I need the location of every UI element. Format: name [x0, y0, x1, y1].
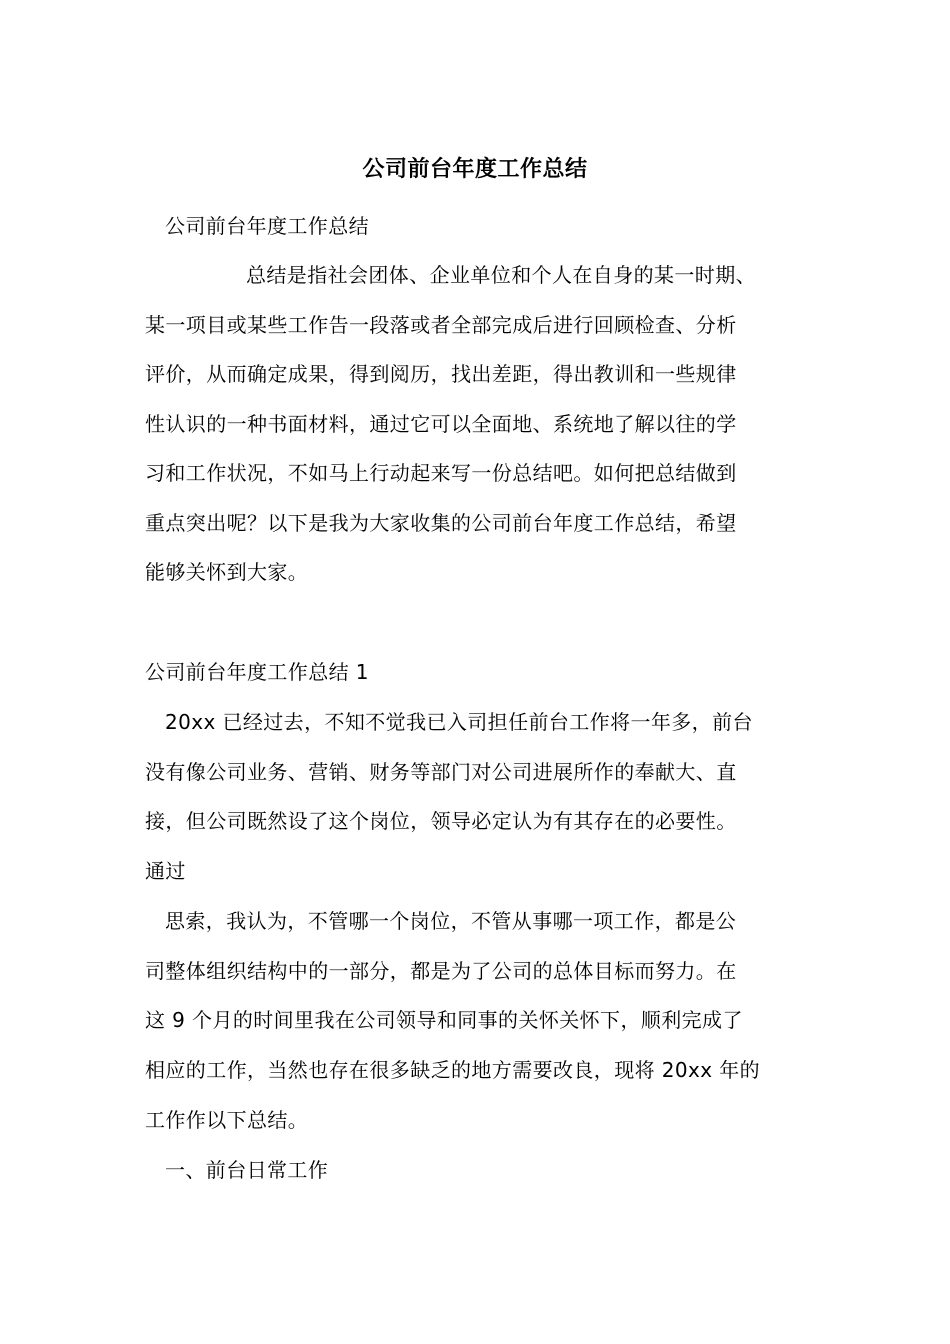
document-subtitle: 公司前台年度工作总结: [165, 214, 369, 238]
intro-line: 评价，从而确定成果，得到阅历，找出差距，得出教训和一些规律: [145, 362, 737, 386]
body-line: 没有像公司业务、营销、财务等部门对公司进展所作的奉献大、直: [145, 760, 737, 784]
intro-line: 重点突出呢？以下是我为大家收集的公司前台年度工作总结，希望: [145, 511, 737, 535]
intro-line: 某一项目或某些工作告一段落或者全部完成后进行回顾检查、分析: [145, 313, 737, 337]
body-line: 这 9 个月的时间里我在公司领导和同事的关怀关怀下，顺利完成了: [145, 1008, 743, 1032]
document-title: 公司前台年度工作总结: [362, 157, 588, 182]
section-heading: 公司前台年度工作总结 1: [145, 660, 369, 684]
intro-line: 能够关怀到大家。: [145, 560, 309, 584]
intro-line: 总结是指社会团体、企业单位和个人在自身的某一时期、: [246, 263, 756, 287]
body-line: 20xx 已经过去，不知不觉我已入司担任前台工作将一年多，前台: [165, 710, 753, 734]
body-line: 工作作以下总结。: [145, 1108, 309, 1132]
body-line: 思索，我认为，不管哪一个岗位，不管从事哪一项工作，都是公: [165, 909, 737, 933]
body-line: 相应的工作，当然也存在很多缺乏的地方需要改良，现将 20xx 年的: [145, 1058, 761, 1082]
subheading: 一、前台日常工作: [165, 1158, 329, 1182]
body-line: 司整体组织结构中的一部分，都是为了公司的总体目标而努力。在: [145, 959, 737, 983]
body-line: 通过: [145, 859, 186, 883]
intro-line: 习和工作状况，不如马上行动起来写一份总结吧。如何把总结做到: [145, 461, 737, 485]
body-line: 接，但公司既然设了这个岗位，领导必定认为有其存在的必要性。: [145, 809, 737, 833]
intro-line: 性认识的一种书面材料，通过它可以全面地、系统地了解以往的学: [145, 412, 737, 436]
